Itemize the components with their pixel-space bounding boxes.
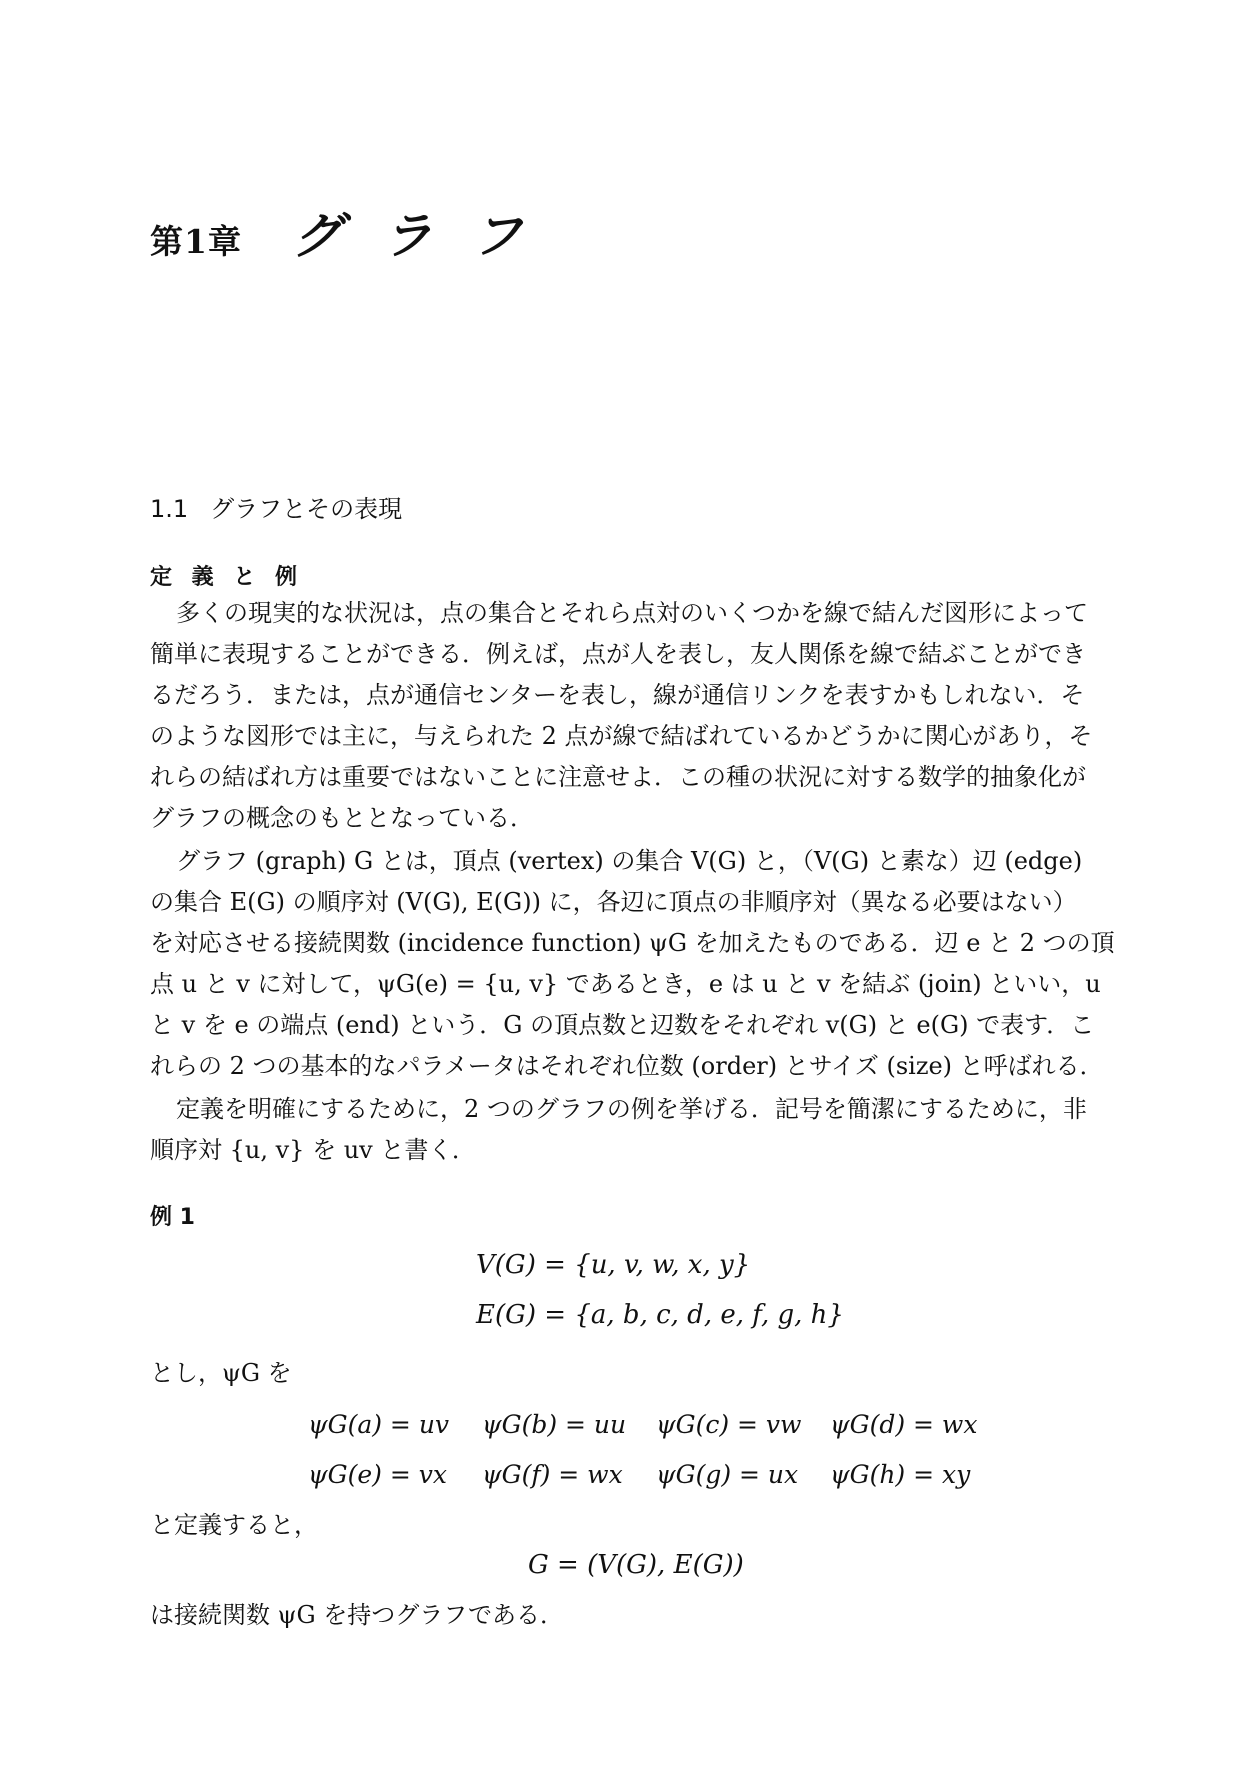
psi-d: ψG(d) = wx [830, 1410, 978, 1439]
graph-equation: G = (V(G), E(G)) [528, 1550, 744, 1580]
example-conclusion: は接続関数 ψG を持つグラフである． [150, 1601, 564, 1629]
paragraph-line: と v を e の端点 (end) という．G の頂点数と辺数をそれぞれ v(G) と e(G) で表す．こ [150, 1011, 1095, 1039]
paragraph-line: 多くの現実的な状況は，点の集合とそれら点対のいくつかを線で結んだ図形によって [176, 599, 1088, 627]
example-heading: 例 1 [150, 1205, 195, 1230]
paragraph-line: 定義を明確にするために，2 つのグラフの例を挙げる．記号を簡潔にするために，非 [176, 1095, 1087, 1123]
paragraph-line: 簡単に表現することができる．例えば，点が人を表し，友人関係を線で結ぶことができ [150, 640, 1086, 668]
psi-definitions-row-2 [308, 1460, 1004, 1490]
example-define: と定義すると， [150, 1511, 318, 1539]
psi-h: ψG(h) = xy [830, 1460, 971, 1489]
psi-g: ψG(g) = ux [656, 1460, 799, 1489]
paragraph-line: れらの結ばれ方は重要ではないことに注意せよ．この種の状況に対する数学的抽象化が [150, 763, 1086, 791]
section-number: 1.1 [150, 495, 189, 523]
example-intro: とし，ψG を [150, 1359, 292, 1387]
paragraph-line: 点 u と v に対して，ψG(e) = {u, v} であるとき，e は u と v を結ぶ (join) といい，u [150, 970, 1101, 998]
paragraph-line: るだろう．または，点が通信センターを表し，線が通信リンクを表すかもしれない．そ [150, 681, 1085, 709]
paragraph-line: の集合 E(G) の順序対 (V(G), E(G)) に，各辺に頂点の非順序対（異なる必要はない） [150, 888, 1077, 916]
psi-a: ψG(a) = uv [308, 1410, 450, 1439]
chapter-heading [150, 196, 562, 268]
edge-set-equation: E(G) = {a, b, c, d, e, f, g, h} [476, 1300, 844, 1330]
paragraph-line: 順序対 {u, v} を uv と書く． [150, 1136, 476, 1164]
paragraph-line: のような図形では主に，与えられた 2 点が線で結ばれているかどうかに関心があり，そ [150, 722, 1093, 750]
psi-b: ψG(b) = uu [482, 1410, 627, 1439]
subsection-heading: 定 義 と 例 [150, 565, 303, 590]
psi-definitions-row-1 [308, 1410, 1004, 1440]
psi-e: ψG(e) = vx [308, 1460, 447, 1489]
section-heading [150, 489, 402, 524]
section-title: グラフとその表現 [210, 495, 403, 523]
paragraph-line: を対応させる接続関数 (incidence function) ψG を加えたものである．辺 e と 2 つの頂 [150, 929, 1115, 957]
vertex-set-equation: V(G) = {u, v, w, x, y} [476, 1250, 751, 1280]
paragraph-line: グラフ (graph) G とは，頂点 (vertex) の集合 V(G) と，（V(G) と素な）辺 (edge) [176, 847, 1083, 875]
psi-c: ψG(c) = vw [656, 1410, 802, 1439]
paragraph-line: れらの 2 つの基本的なパラメータはそれぞれ位数 (order) とサイズ (size) と呼ばれる． [150, 1052, 1104, 1080]
chapter-number: 第1章 [150, 222, 242, 261]
psi-f: ψG(f) = wx [482, 1460, 623, 1489]
chapter-title: グラフ [291, 206, 562, 265]
paragraph-line: グラフの概念のもととなっている． [150, 804, 534, 832]
